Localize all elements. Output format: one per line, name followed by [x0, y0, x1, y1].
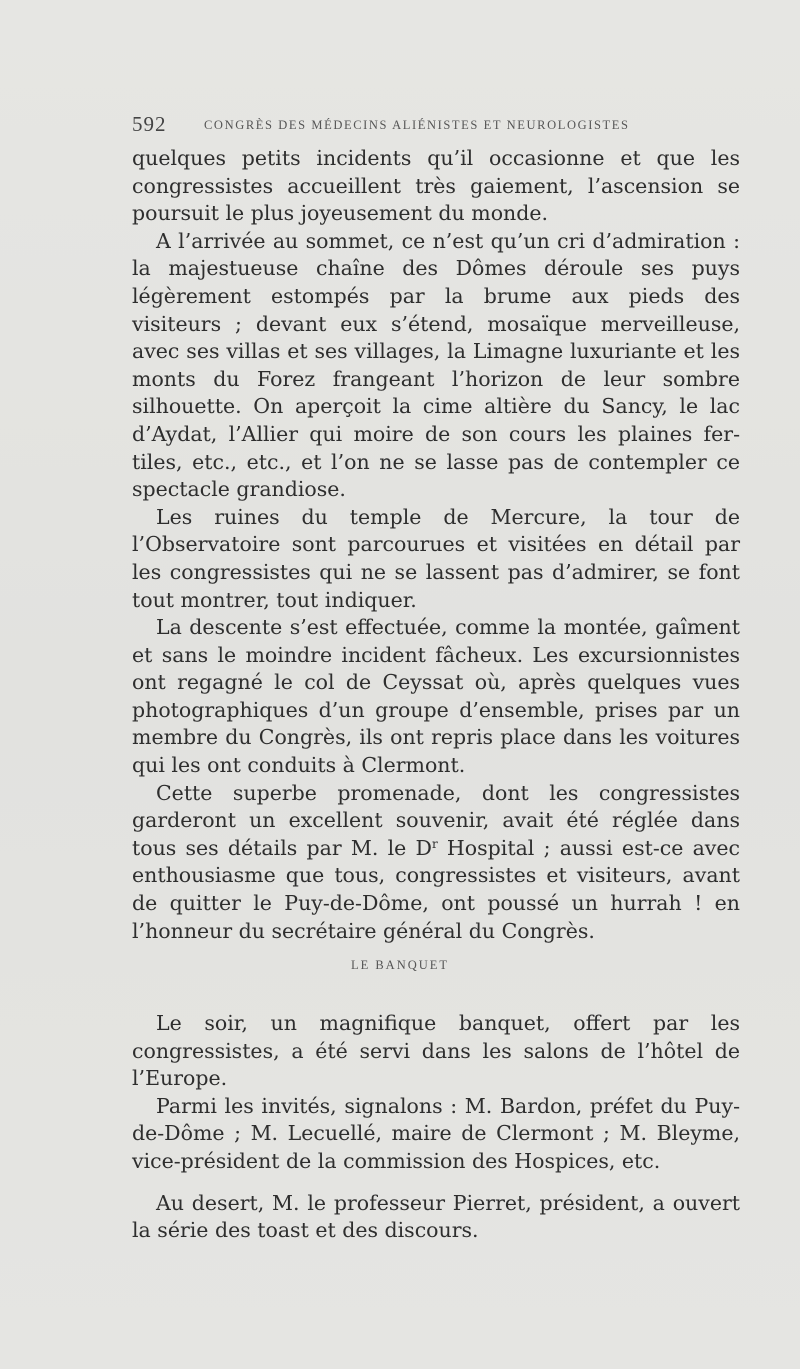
page-number: 592 — [132, 112, 167, 136]
superscript: r — [431, 836, 438, 851]
paragraph: Au desert, M. le professeur Pierret, président, a ouvert la série des toast et des discours. — [132, 1190, 740, 1243]
paragraph: quelques petits incidents qu’il occasionne et que les congressistes accueillent très gaiement, l’ascension se poursuit le plus joyeusement du monde. — [132, 146, 740, 226]
body-text-top — [132, 145, 740, 945]
paragraph-text: Hospital ; aussi est-ce avec enthousiasme que tous, congressistes et visiteurs, avant de quitter le Puy-de-Dôme, ont poussé un hurrah ! en l’honneur du secrétaire général du Congrès. — [132, 835, 741, 943]
paragraph: Parmi les invités, signalons : M. Bardon, préfet du Puy-de-Dôme ; M. Lecuellé, maire de Clermont ; M. Bleyme, vice-président de la commission des Hospices, etc. — [132, 1093, 740, 1173]
body-text-bottom — [132, 1010, 740, 1245]
paragraph: Les ruines du temple de Mercure, la tour de l’Observatoire sont parcourues et visitées en détail par les congressistes qui ne se lassent pas d’admirer, se font tout montrer, tout indiquer. — [132, 504, 740, 612]
paragraph: A l’arrivée au sommet, ce n’est qu’un cri d’admiration : la majestueuse chaîne des Dômes déroule ses puys légèrement estompés par la brume aux pieds des visiteurs ; devant eux s’étend, mosaïque merveilleuse, avec ses villas et ses villages, la Limagne luxuriante et les monts du Forez frangeant l’horizon de leur sombre silhouette. On aperçoit la cime altière du Sancy, le lac d’Aydat, l’Allier qui moire de son cours les plaines fertiles, etc., etc., et l’on ne se lasse pas de contempler ce spectacle grandiose. — [132, 228, 740, 502]
section-title: LE BANQUET — [350, 958, 450, 972]
page-header — [132, 112, 692, 136]
paragraph-text: Cette superbe promenade, dont les congressistes garderont un excellent souvenir, avait été réglée dans tous ses détails par M. le D — [132, 780, 740, 860]
running-head: CONGRÈS DES MÉDECINS ALIÉNISTES ET NEUROLOGISTES — [204, 118, 630, 132]
paragraph: La descente s’est effectuée, comme la montée, gaîment et sans le moindre incident fâcheux. Les excursionnistes ont regagné le col de Ceyssat où, après quelques vues photographiques d’un groupe d’ensemble, prises par un membre du Congrès, ils ont repris place dans les voitures qui les ont conduits à Clermont. — [132, 615, 740, 778]
paragraph: Le soir, un magnifique banquet, offert par les congressistes, a été servi dans les salons de l’hôtel de l’Europe. — [132, 1011, 740, 1091]
paragraph — [132, 780, 740, 946]
